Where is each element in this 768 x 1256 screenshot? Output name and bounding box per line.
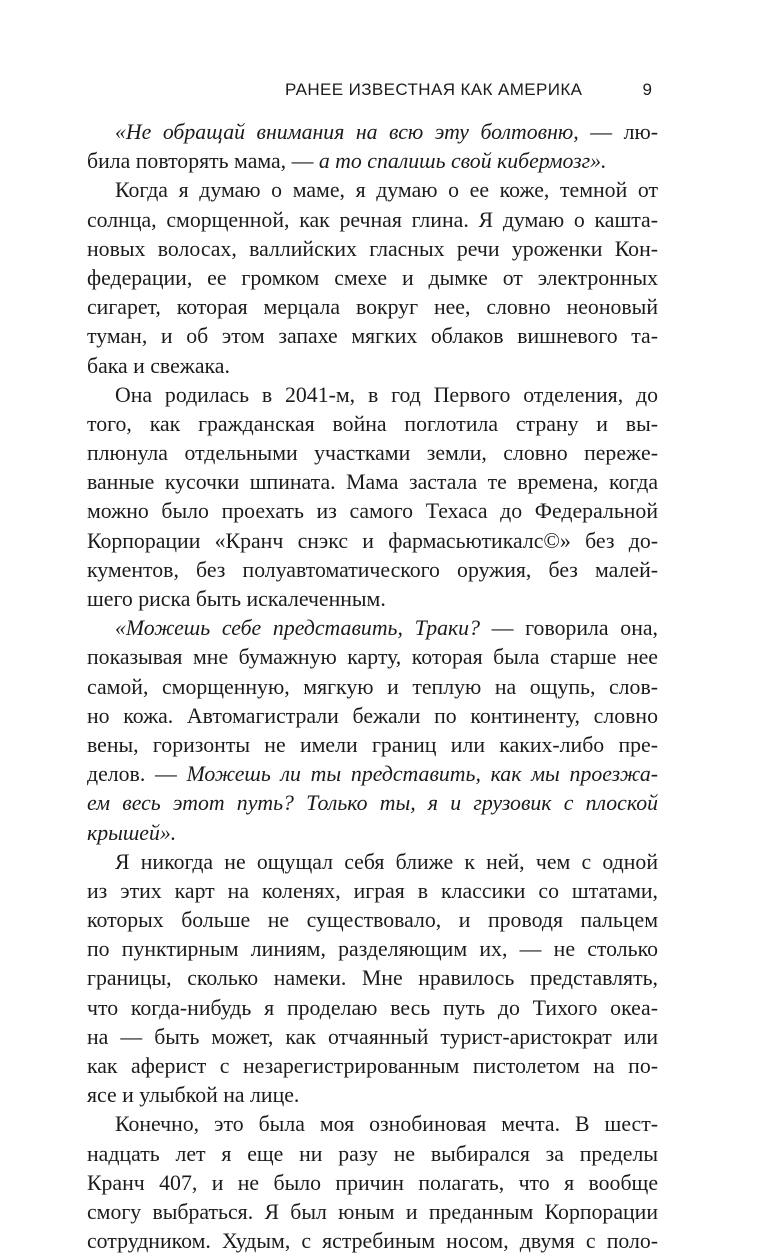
text-line: как аферист с незарегистрированным пистолетом на по-: [87, 1054, 658, 1078]
text-line: плюнула отдельными участками земли, словно пережe-: [87, 441, 658, 466]
text-line: по пунктирным линиям, разделяющим их, — не столько: [87, 937, 658, 962]
text-line: смогу выбраться. Я был юным и преданным Корпорации: [87, 1199, 658, 1224]
text-line: которых больше не существовало, и проводя пальцем: [87, 908, 658, 933]
text-line: того, как гражданская война поглотила страну и вы-: [87, 411, 658, 436]
text-line: Конечно, это была моя ознобиновая мечта. В шест-: [115, 1112, 658, 1137]
italic-span: «Не обращай внимания на всю эту болтовню,: [115, 120, 579, 144]
text-span: била повторять мама, —: [87, 149, 319, 174]
text-span: делов. —: [87, 762, 187, 787]
text-line: вены, горизонты не имели границ или каких-либо пре-: [87, 732, 658, 757]
text-line: [87, 147, 658, 176]
text-span: — говорила она,: [479, 616, 658, 641]
running-title: РАНЕЕ ИЗВЕСТНАЯ КАК АМЕРИКА: [285, 80, 583, 99]
text-line: но кожа. Автомагистрали бежали по континенту, словно: [87, 703, 658, 728]
text-line: Она родилась в 2041-м, в год Первого отделения, до: [115, 382, 658, 407]
text-line: надцать лет я еще ни разу не выбирался за пределы: [87, 1141, 658, 1166]
text-line: ванные кусочки шпината. Мама застала те времена, когда: [87, 470, 658, 495]
text-line: сотрудником. Худым, с ястребиным носом, двумя с поло-: [87, 1229, 658, 1254]
text-line: сигарет, которая мерцала вокруг нее, словно неоновый: [87, 295, 658, 320]
text-line: на — быть может, как отчаянный турист-аристократ или: [87, 1024, 658, 1049]
text-line: шего риска быть искалеченным.: [87, 587, 386, 611]
text-line: Кранч 407, и не было причин полагать, что я вообще: [87, 1170, 658, 1195]
text-line: Корпорации «Кранч снэкс и фармасьютикалс©» без до-: [87, 528, 658, 553]
text-line: [87, 614, 658, 643]
text-line: ясе и улыбкой на лице.: [87, 1083, 300, 1108]
italic-span: а то спалишь свой кибермозг».: [318, 149, 607, 174]
text-line: крышей».: [87, 820, 177, 845]
text-line: самой, сморщенную, мягкую и теплую на ощупь, слов-: [87, 674, 658, 699]
text-line: из этих карт на коленях, играя в классики со штатами,: [87, 878, 658, 903]
text-line: ем весь этот путь? Только ты, я и грузовик с плоской: [87, 791, 658, 816]
text-line: [87, 760, 658, 789]
text-span: — лю-: [578, 120, 658, 144]
text-line: можно было проехать из самого Техаса до Федеральной: [87, 499, 658, 524]
italic-span: «Можешь себе представить, Траки?: [115, 616, 480, 641]
text-line: новых волосах, валлийских гласных речи уроженки Кон-: [87, 236, 658, 261]
text-line: Я никогда не ощущал себя ближе к ней, чем с одной: [115, 849, 658, 874]
text-line: бака и свежака.: [87, 353, 230, 378]
text-line: границы, сколько намеки. Мне нравилось представлять,: [87, 966, 658, 991]
page-header: [87, 80, 658, 100]
italic-span: Можешь ли ты представить, как мы проезжа-: [186, 762, 658, 787]
text-line: что когда-нибудь я проделаю весь путь до Тихого океа-: [87, 995, 658, 1020]
text-line: [87, 118, 658, 147]
body-text: [87, 118, 658, 1256]
text-line: федерации, ее громком смехе и дымке от электронных: [87, 265, 658, 290]
page-number: 9: [642, 80, 652, 99]
text-line: солнца, сморщенной, как речная глина. Я думаю о кашта-: [87, 207, 658, 232]
text-line: кументов, без полуавтоматического оружия, без малей-: [87, 557, 658, 582]
text-line: туман, и об этом запахе мягких облаков вишневого та-: [87, 324, 658, 349]
text-line: Когда я думаю о маме, я думаю о ее коже, темной от: [115, 178, 658, 203]
text-line: показывая мне бумажную карту, которая была старше нее: [87, 645, 658, 670]
